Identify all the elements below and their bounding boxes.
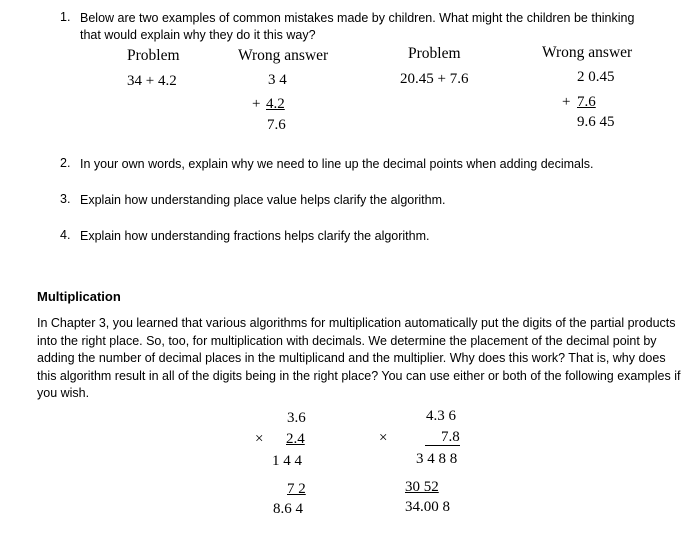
question-3-number: 3. <box>60 192 71 206</box>
mult-2-times-sign: × <box>379 430 388 446</box>
example-1-top-number: 3 4 <box>268 72 287 88</box>
question-2-number: 2. <box>60 156 71 170</box>
mult-1-times-sign: × <box>255 431 264 447</box>
table-header-problem-1: Problem <box>127 47 180 64</box>
question-2-text: In your own words, explain why we need to line up the decimal points when adding decimals. <box>80 157 594 171</box>
example-1-addend: 4.2 <box>266 96 285 112</box>
table-header-wrong-answer-1: Wrong answer <box>238 47 329 64</box>
mult-1-partial-product-1: 1 4 4 <box>272 453 302 469</box>
question-4-text: Explain how understanding fractions helps clarify the algorithm. <box>80 229 430 243</box>
multiplication-heading: Multiplication <box>37 289 121 304</box>
table-header-wrong-answer-2: Wrong answer <box>542 44 633 61</box>
mult-2-product: 34.00 8 <box>405 499 450 515</box>
example-2-addend: 7.6 <box>577 94 596 110</box>
table-header-problem-2: Problem <box>408 45 461 62</box>
example-1-problem: 34 + 4.2 <box>127 73 177 89</box>
mult-1-partial-product-2: 7 2 <box>287 481 306 497</box>
question-1-number: 1. <box>60 10 71 24</box>
example-1-result: 7.6 <box>267 117 286 133</box>
question-4-number: 4. <box>60 228 71 242</box>
mult-2-partial-product-1: 3 4 8 8 <box>416 451 458 467</box>
example-1-plus-sign: + <box>252 96 261 112</box>
example-2-plus-sign: + <box>562 94 571 110</box>
mult-1-product: 8.6 4 <box>273 501 303 517</box>
mult-2-multiplicand: 4.3 6 <box>426 408 456 424</box>
mult-1-multiplier: 2.4 <box>286 431 305 447</box>
example-2-result: 9.6 45 <box>577 114 615 130</box>
mult-2-multiplier: 7.8 <box>425 429 460 446</box>
question-3-text: Explain how understanding place value helps clarify the algorithm. <box>80 193 446 207</box>
question-1-line-1: Below are two examples of common mistakes made by children. What might the children be thinking <box>80 11 635 25</box>
example-2-top-number: 2 0.45 <box>577 69 615 85</box>
mult-1-multiplicand: 3.6 <box>287 410 306 426</box>
multiplication-paragraph: In Chapter 3, you learned that various algorithms for multiplication automatically put the digits of the partial products into the right place. So, too, for multiplication with decimals. We determine the placement of the decimal point by adding the number of decimal places in the multiplicand and the multiplier. Why does this work? That is, why does this algorithm result in all of the digits being in the right place? You can use either or both of the following examples if you wish. <box>37 316 681 400</box>
example-2-problem: 20.45 + 7.6 <box>400 71 469 87</box>
mult-2-partial-product-2: 30 52 <box>405 479 439 495</box>
question-1-line-2: that would explain why they do it this way? <box>80 28 316 42</box>
